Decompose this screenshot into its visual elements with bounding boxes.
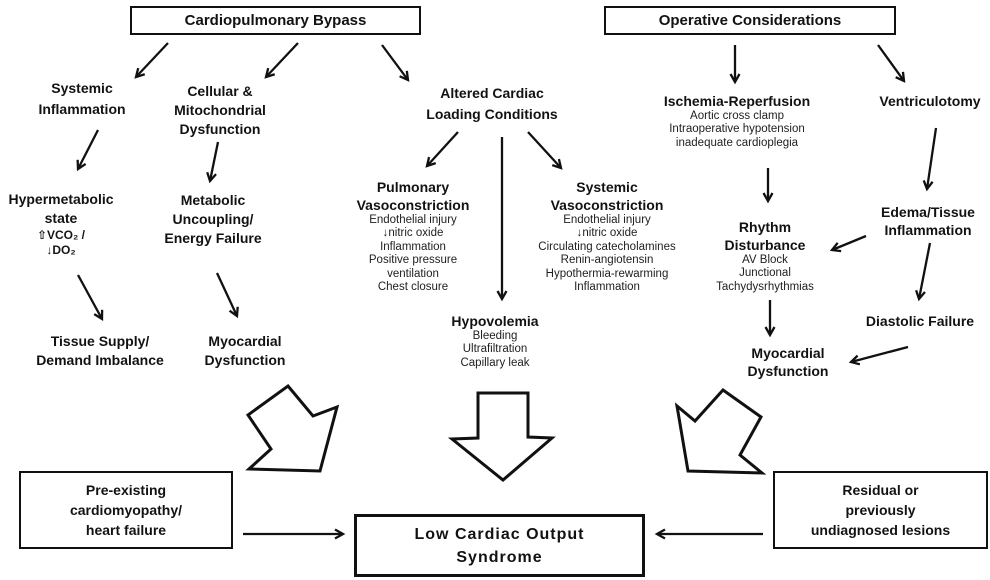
operative-considerations-label: Operative Considerations (658, 12, 842, 29)
arrow-cpb-to-cellular (266, 43, 298, 77)
arrow-diastolic-to-myocardial-right (851, 347, 908, 362)
arrow-hypermetabolic-to-tissue-supply (78, 275, 102, 319)
node-metabolic-uncoupling: Metabolic Uncoupling/ Energy Failure (164, 192, 262, 246)
arrow-metabolic-to-myocardial-left (217, 273, 237, 316)
node-pulmonary-vasoconstriction: Pulmonary Vasoconstriction Endothelial injury ↓nitric oxide Inflammation Positive pressure ventilation Chest closure (356, 179, 470, 294)
preexisting-cardiomyopathy-box: Pre-existing cardiomyopathy/ heart failure (19, 471, 233, 549)
residual-lesions-box: Residual or previously undiagnosed lesions (773, 471, 988, 549)
node-myocardial-dysfunction-right: Myocardial Dysfunction (747, 345, 829, 379)
node-systemic-vasoconstriction: Systemic Vasoconstriction Endothelial injury ↓nitric oxide Circulating catecholamines Renin-angiotensin Hypothermia-rewarming Inflammation (538, 179, 676, 294)
arrow-systemic-inflammation-to-hypermetabolic (78, 130, 98, 169)
arrow-cpb-to-systemic-inflammation (136, 43, 168, 77)
cardiopulmonary-bypass-label: Cardiopulmonary Bypass (184, 12, 367, 29)
arrow-altered-to-systemic-vaso (528, 132, 561, 168)
arrow-edema-to-diastolic (919, 243, 930, 299)
arrow-cpb-to-altered-loading (382, 45, 408, 80)
arrow-edema-to-rhythm (832, 236, 866, 250)
node-systemic-inflammation: Systemic Inflammation (38, 80, 126, 117)
arrow-cellular-to-metabolic (210, 142, 218, 181)
do2-down-line: ↓DO₂ (46, 243, 76, 257)
arrow-oc-to-ventriculotomy (878, 45, 904, 81)
node-tissue-supply-demand: Tissue Supply/ Demand Imbalance (36, 333, 164, 368)
cardiopulmonary-bypass-box (130, 6, 421, 35)
node-cellular-mitochondrial: Cellular & Mitochondrial Dysfunction (174, 83, 266, 137)
node-ventriculotomy: Ventriculotomy (879, 93, 981, 109)
block-arrow-center (452, 393, 552, 480)
node-edema-tissue-inflammation: Edema/Tissue Inflammation (881, 204, 975, 238)
arrow-altered-to-pulmonary-vaso (427, 132, 458, 166)
node-rhythm-disturbance: Rhythm Disturbance AV Block Junctional Tachydysrhythmias (716, 219, 814, 293)
low-cardiac-output-syndrome-box: Low Cardiac Output Syndrome (354, 514, 645, 577)
node-myocardial-dysfunction-left: Myocardial Dysfunction (204, 333, 286, 368)
operative-considerations-box (604, 6, 896, 35)
arrow-ventriculotomy-to-edema (927, 128, 936, 189)
node-ischemia-reperfusion: Ischemia-Reperfusion Aortic cross clamp Intraoperative hypotension inadequate cardioplegia (663, 93, 811, 149)
node-hypovolemia: Hypovolemia Bleeding Ultrafiltration Capillary leak (451, 313, 539, 369)
node-altered-loading: Altered Cardiac Loading Conditions (426, 85, 558, 122)
vco2-up-line: ⇧VCO₂ / (36, 228, 86, 242)
node-hypermetabolic-state: Hypermetabolic state ⇧VCO₂ / ↓DO₂ (8, 191, 114, 257)
block-arrow-right (677, 390, 762, 473)
block-arrow-left (248, 386, 337, 471)
node-diastolic-failure: Diastolic Failure (865, 313, 975, 329)
